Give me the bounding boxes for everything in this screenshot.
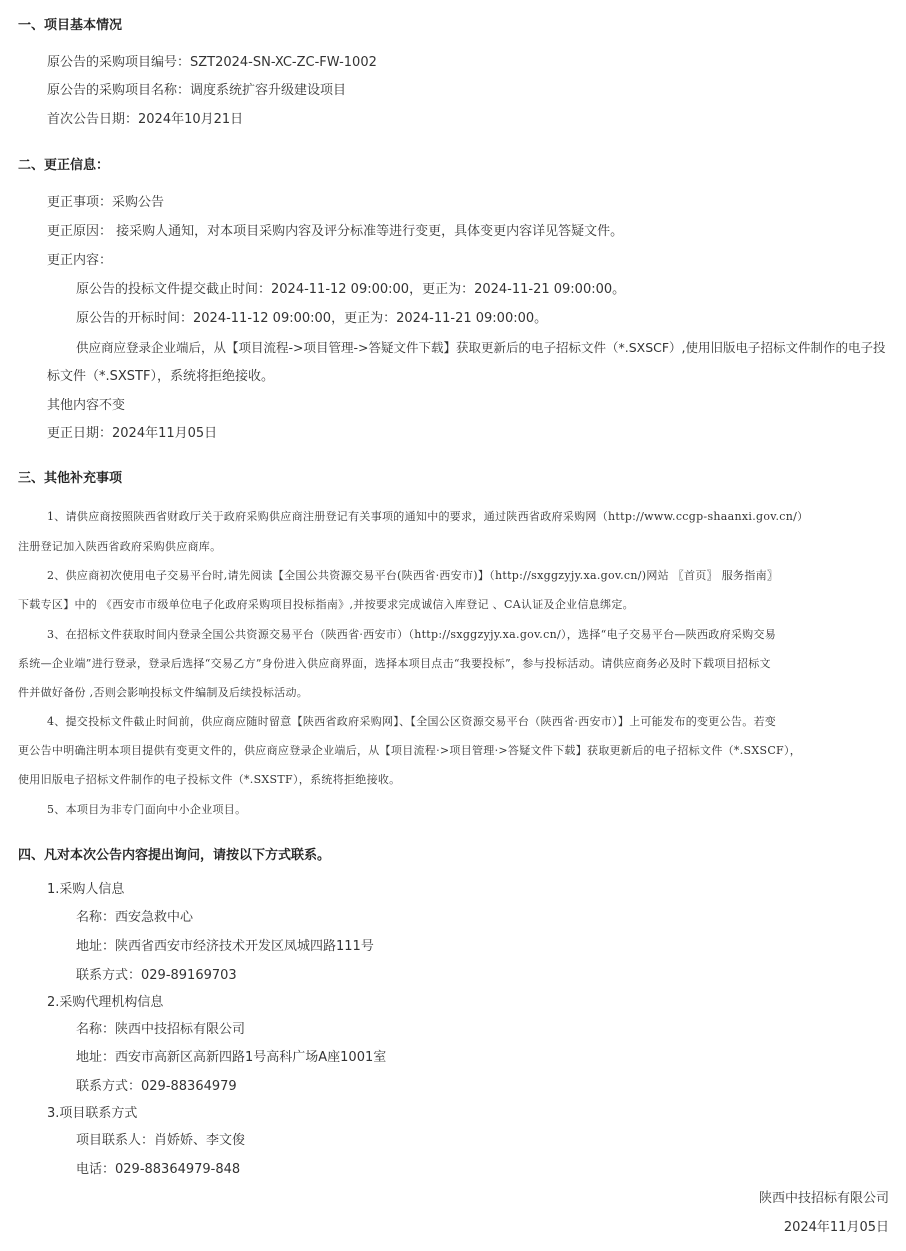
agency-info-heading: 2.采购代理机构信息: [47, 995, 164, 1010]
supplement-item-3-cont-1: 系统—企业端”进行登录，登录后选择“交易乙方”身份进入供应商界面，选择本项目点击“我要投标”，参与投标活动。请供应商务必及时下载项目招标文: [18, 657, 771, 670]
project-contact-phone: 电话：029-88364979-848: [76, 1162, 241, 1177]
project-number: 原公告的采购项目编号：SZT2024-SN-XC-ZC-FW-1002: [47, 55, 377, 70]
supplement-item-4-cont-1: 更公告中明确注明本项目提供有变更文件的，供应商应登录企业端后，从【项目流程·>项目管理·>答疑文件下载】获取更新后的电子招标文件（*.SXSCF），: [18, 744, 802, 757]
buyer-address: 地址：陕西省西安市经济技术开发区凤城四路111号: [76, 939, 374, 954]
section3-heading: 三、其他补充事项: [18, 471, 123, 486]
supplement-item-5: 5、本项目为非专门面向中小企业项目。: [47, 803, 247, 816]
supplement-item-1-cont: 注册登记加入陕西省政府采购供应商库。: [18, 540, 222, 553]
agency-address: 地址：西安市高新区高新四路1号高科广场A座1001室: [76, 1050, 387, 1065]
supplement-item-4: 4、提交投标文件截止时间前，供应商应随时留意【陕西省政府采购网】、【全国公区资源交易平台（陕西省·西安市）】上可能发布的变更公告。若变: [47, 715, 777, 728]
supplement-item-1: 1、请供应商按照陕西省财政厅关于政府采购供应商注册登记有关事项的通知中的要求，通过陕西省政府采购网（http://www.ccgp-shaanxi.gov.cn/）: [47, 510, 809, 523]
supplement-item-3-cont-2: 件并做好备份 ,否则会影响投标文件编制及后续投标活动。: [18, 686, 309, 699]
correction-content-3-cont: 标文件（*.SXSTF），系统将拒绝接收。: [47, 369, 274, 384]
supplement-item-2: 2、供应商初次使用电子交易平台时,请先阅读【全国公共资源交易平台(陕西省·西安市)】（http://sxggzyjy.xa.gov.cn/)网站 〖首页〗 服务指南〗: [47, 569, 779, 582]
other-unchanged: 其他内容不变: [47, 398, 126, 413]
project-contact-person: 项目联系人：肖娇娇、李文俊: [76, 1133, 246, 1148]
correction-content-3: 供应商应登录企业端后，从【项目流程->项目管理->答疑文件下载】获取更新后的电子招标文件（*.SXSCF）,使用旧版电子招标文件制作的电子投: [76, 340, 886, 355]
correction-content-2: 原公告的开标时间：2024-11-12 09:00:00，更正为：2024-11-21 09:00:00。: [76, 311, 548, 326]
agency-contact: 联系方式：029-88364979: [76, 1079, 237, 1094]
project-name: 原公告的采购项目名称：调度系统扩容升级建设项目: [47, 83, 347, 98]
supplement-item-3: 3、在招标文件获取时间内登录全国公共资源交易平台（陕西省·西安市）（http://sxggzyjy.xa.gov.cn/），选择“电子交易平台—陕西政府采购交易: [47, 628, 777, 641]
supplement-item-4-cont-2: 使用旧版电子招标文件制作的电子投标文件（*.SXSTF），系统将拒绝接收。: [18, 773, 401, 786]
supplement-item-2-cont: 下载专区】中的 《西安市市级单位电子化政府采购项目投标指南》,并按要求完成诚信入库登记 、CA认证及企业信息绑定。: [18, 598, 634, 611]
first-announcement-date: 首次公告日期：2024年10月21日: [47, 112, 244, 127]
buyer-info-heading: 1.采购人信息: [47, 882, 125, 897]
correction-reason: 更正原因： 接采购人通知，对本项目采购内容及评分标准等进行变更，具体变更内容详见答疑文件。: [47, 224, 624, 239]
project-contact-heading: 3.项目联系方式: [47, 1106, 138, 1121]
section4-heading: 四、凡对本次公告内容提出询问，请按以下方式联系。: [18, 848, 331, 863]
section1-heading: 一、项目基本情况: [18, 18, 123, 33]
correction-content-1: 原公告的投标文件提交截止时间：2024-11-12 09:00:00，更正为：2024-11-21 09:00:00。: [76, 282, 626, 297]
correction-item: 更正事项：采购公告: [47, 195, 165, 210]
footer-company: 陕西中技招标有限公司: [758, 1191, 889, 1206]
section2-heading: 二、更正信息：: [18, 158, 110, 173]
agency-name: 名称：陕西中技招标有限公司: [76, 1022, 246, 1037]
correction-date: 更正日期：2024年11月05日: [47, 426, 218, 441]
buyer-name: 名称：西安急救中心: [76, 910, 194, 925]
buyer-contact: 联系方式：029-89169703: [76, 968, 237, 983]
footer-date: 2024年11月05日: [783, 1220, 889, 1235]
correction-content-label: 更正内容：: [47, 253, 113, 268]
